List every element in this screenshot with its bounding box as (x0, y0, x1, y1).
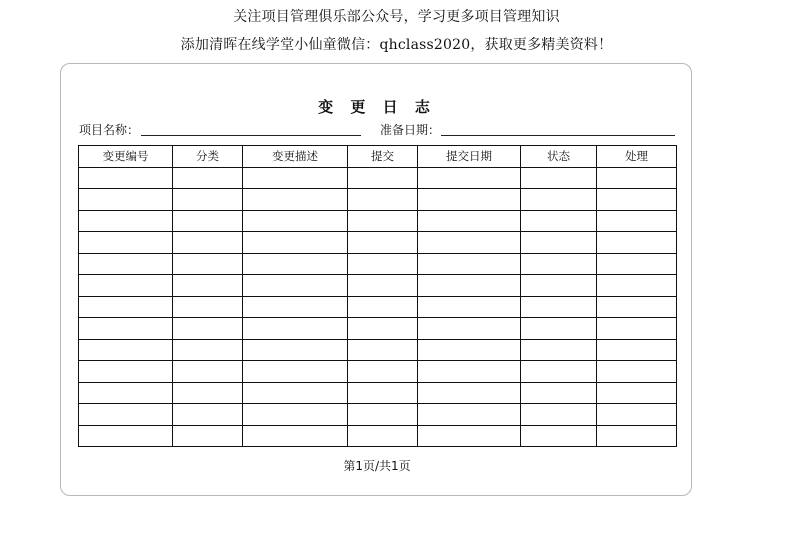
table-row (79, 189, 677, 211)
table-cell[interactable] (521, 339, 597, 361)
table-cell[interactable] (173, 382, 243, 404)
column-header: 处理 (597, 146, 677, 168)
column-header: 状态 (521, 146, 597, 168)
table-cell[interactable] (173, 404, 243, 426)
table-cell[interactable] (243, 167, 348, 189)
table-cell[interactable] (79, 425, 173, 447)
change-log-table (78, 145, 677, 447)
header-promo-line-2: 添加清晖在线学堂小仙童微信：qhclass2020，获取更多精美资料！ (180, 37, 613, 53)
table-cell[interactable] (348, 296, 418, 318)
prep-date-field[interactable] (441, 135, 675, 136)
table-cell[interactable] (243, 318, 348, 340)
table-cell[interactable] (243, 361, 348, 383)
table-cell[interactable] (348, 275, 418, 297)
table-cell[interactable] (173, 296, 243, 318)
table-cell[interactable] (243, 232, 348, 254)
table-cell[interactable] (348, 339, 418, 361)
table-cell[interactable] (348, 167, 418, 189)
table-row (79, 425, 677, 447)
table-cell[interactable] (79, 318, 173, 340)
table-cell[interactable] (521, 404, 597, 426)
table-cell[interactable] (597, 339, 677, 361)
change-log-form (60, 63, 692, 496)
table-cell[interactable] (597, 253, 677, 275)
table-cell[interactable] (79, 339, 173, 361)
table-cell[interactable] (521, 361, 597, 383)
table-cell[interactable] (418, 361, 521, 383)
table-cell[interactable] (173, 339, 243, 361)
table-row (79, 382, 677, 404)
column-header: 变更编号 (79, 146, 173, 168)
column-header: 变更描述 (243, 146, 348, 168)
table-cell[interactable] (597, 210, 677, 232)
table-cell[interactable] (597, 382, 677, 404)
table-cell[interactable] (597, 404, 677, 426)
table-row (79, 361, 677, 383)
table-cell[interactable] (418, 404, 521, 426)
table-cell[interactable] (418, 339, 521, 361)
table-cell[interactable] (418, 167, 521, 189)
table-cell[interactable] (348, 361, 418, 383)
column-header: 提交日期 (418, 146, 521, 168)
table-cell[interactable] (418, 425, 521, 447)
table-cell[interactable] (173, 189, 243, 211)
table-row (79, 210, 677, 232)
table-cell[interactable] (348, 382, 418, 404)
table-cell[interactable] (79, 382, 173, 404)
table-row (79, 167, 677, 189)
table-cell[interactable] (243, 296, 348, 318)
table-cell[interactable] (597, 232, 677, 254)
table-cell[interactable] (418, 318, 521, 340)
table-cell[interactable] (521, 275, 597, 297)
table-cell[interactable] (173, 210, 243, 232)
table-row (79, 232, 677, 254)
table-cell[interactable] (173, 167, 243, 189)
form-title: 变 更 日 志 (318, 98, 436, 116)
table-cell[interactable] (521, 425, 597, 447)
table-cell[interactable] (243, 425, 348, 447)
table-cell[interactable] (521, 167, 597, 189)
table-cell[interactable] (173, 318, 243, 340)
table-body (79, 167, 677, 447)
table-row (79, 296, 677, 318)
table-cell[interactable] (173, 232, 243, 254)
table-cell[interactable] (243, 339, 348, 361)
table-cell[interactable] (243, 210, 348, 232)
table-cell[interactable] (597, 167, 677, 189)
table-cell[interactable] (418, 210, 521, 232)
table-cell[interactable] (521, 318, 597, 340)
table-cell[interactable] (79, 210, 173, 232)
table-cell[interactable] (348, 189, 418, 211)
column-header: 分类 (173, 146, 243, 168)
table-row (79, 339, 677, 361)
table-header-row (79, 146, 677, 168)
table-cell[interactable] (418, 296, 521, 318)
table-cell[interactable] (79, 404, 173, 426)
table-cell[interactable] (597, 361, 677, 383)
table-cell[interactable] (243, 189, 348, 211)
project-name-field[interactable] (141, 135, 361, 136)
table-cell[interactable] (173, 275, 243, 297)
table-cell[interactable] (418, 232, 521, 254)
table-row (79, 318, 677, 340)
table-cell[interactable] (597, 296, 677, 318)
table-row (79, 253, 677, 275)
prep-date-label: 准备日期： (380, 123, 441, 137)
table-cell[interactable] (418, 382, 521, 404)
table-cell[interactable] (597, 275, 677, 297)
table-cell[interactable] (348, 253, 418, 275)
table-cell[interactable] (418, 275, 521, 297)
table-cell[interactable] (173, 253, 243, 275)
table-cell[interactable] (348, 404, 418, 426)
table-cell[interactable] (79, 167, 173, 189)
table-row (79, 275, 677, 297)
table-cell[interactable] (597, 318, 677, 340)
column-header: 提交 (348, 146, 418, 168)
table-cell[interactable] (521, 253, 597, 275)
page-footer: 第1页/共1页 (343, 459, 411, 473)
table-cell[interactable] (79, 275, 173, 297)
table-cell[interactable] (521, 232, 597, 254)
table-cell[interactable] (79, 232, 173, 254)
header-promo-line-1: 关注项目管理俱乐部公众号，学习更多项目管理知识 (233, 9, 560, 25)
table-cell[interactable] (521, 210, 597, 232)
table-cell[interactable] (348, 318, 418, 340)
table-cell[interactable] (79, 253, 173, 275)
table-cell[interactable] (597, 425, 677, 447)
table-cell[interactable] (418, 253, 521, 275)
table-cell[interactable] (243, 404, 348, 426)
table-cell[interactable] (243, 253, 348, 275)
table-cell[interactable] (348, 425, 418, 447)
table-cell[interactable] (79, 361, 173, 383)
project-name-label: 项目名称： (79, 123, 140, 137)
table-cell[interactable] (243, 382, 348, 404)
table-cell[interactable] (418, 189, 521, 211)
table-cell[interactable] (348, 210, 418, 232)
table-cell[interactable] (79, 296, 173, 318)
table-cell[interactable] (521, 296, 597, 318)
table-cell[interactable] (79, 189, 173, 211)
table-cell[interactable] (597, 189, 677, 211)
table-cell[interactable] (521, 382, 597, 404)
table-cell[interactable] (348, 232, 418, 254)
table-cell[interactable] (243, 275, 348, 297)
table-cell[interactable] (173, 361, 243, 383)
table-cell[interactable] (521, 189, 597, 211)
table-row (79, 404, 677, 426)
table-cell[interactable] (173, 425, 243, 447)
